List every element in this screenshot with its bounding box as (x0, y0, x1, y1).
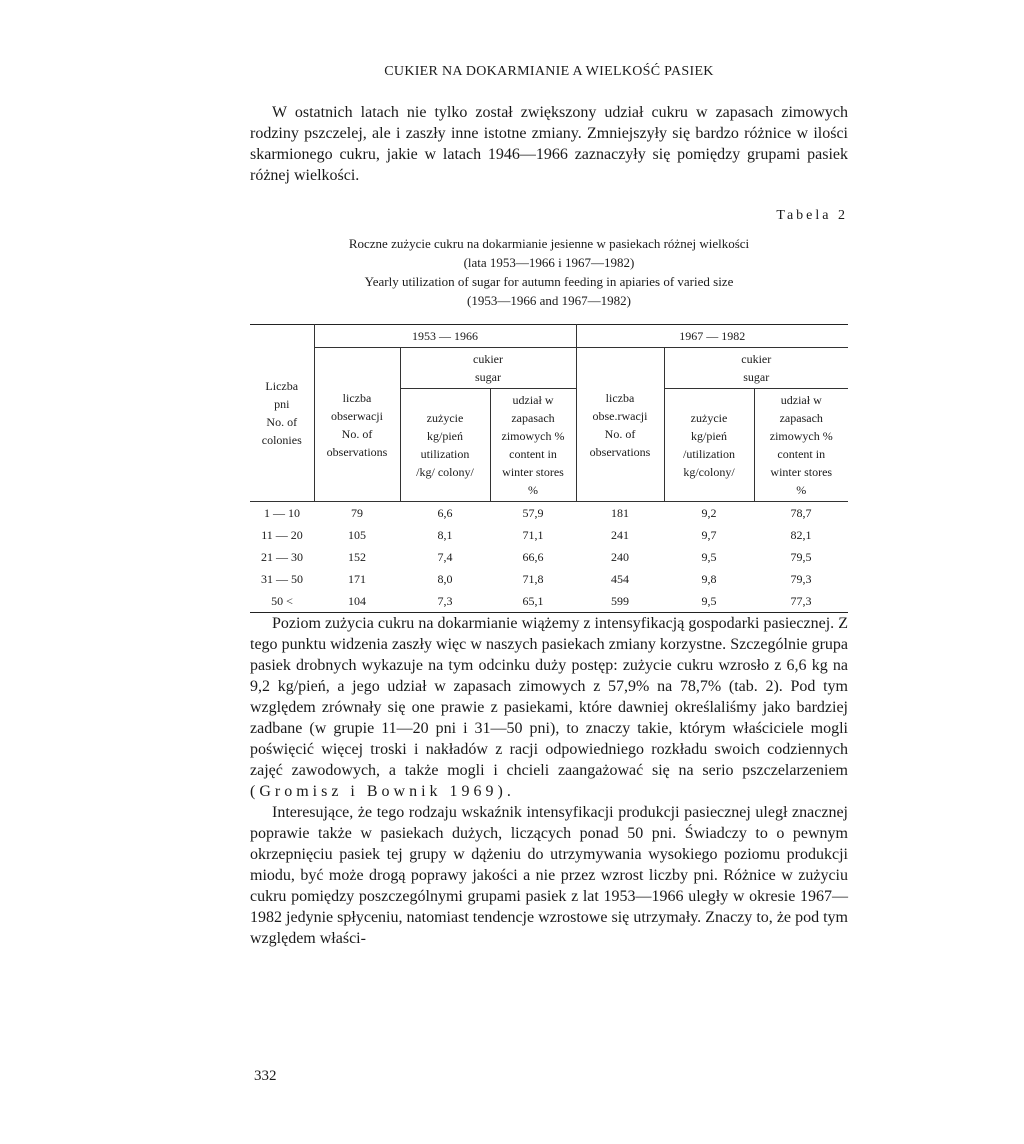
header-colonies: Liczba pni No. of colonies (261, 379, 302, 447)
header-observations-1: liczba obserwacji No. of observations (314, 348, 400, 502)
caption-polish-line-1: Roczne zużycie cukru na dokarmianie jesienne w pasiekach różnej wielkości (348, 236, 750, 251)
running-head: CUKIER NA DOKARMIANIE A WIELKOŚĆ PASIEK (384, 64, 714, 79)
sugar-table (250, 324, 848, 613)
intro-paragraph: W ostatnich latach nie tylko został zwiększony udział cukru w zapasach zimowych rodziny pszczelej, ale i zaszły inne istotne zmiany. Zmniejszyły się bardzo różnice w ilości skarmionego cukru, jakie w latach 1946—1966 zaznaczyły się pomiędzy grupami pasiek różnej wielkości. (250, 104, 848, 184)
table-row: 21 — 30 152 7,4 66,6 240 9,5 79,5 (261, 550, 812, 564)
table-row: 11 — 20 105 8,1 71,1 241 9,7 82,1 (261, 528, 812, 542)
caption-english-line-1: Yearly utilization of sugar for autumn feeding in apiaries of varied size (364, 274, 734, 289)
table-row: 31 — 50 171 8,0 71,8 454 9,8 79,3 (261, 572, 812, 586)
paragraph-intensification-text: Poziom zużycia cukru na dokarmianie wiążemy z intensyfikacją gospodarki pasiecznej. Z tego punktu widzenia zaszły więc w naszych pasiekach zmiany korzystne. Szczególnie grupa pasiek drobnych wykazuje na tym odcinku duży postęp: zużycie cukru wzrosło z 6,6 kg na 9,2 kg/pień, a jego udział w zapasach zimowych z 57,9% na 78,7% (tab. 2). Pod tym względem zrównały się one prawie z pasiekami, które dawniej określaliśmy jako bardziej zadbane (w grupie 11—20 pni i 31—50 pni), to znaczy takie, którym właściciele mogli poświęcić więcej troski i nakładów z racji odpowiedniego rozkładu swoich codziennych zajęć zawodowych, a także mogli i chcieli zaangażować się na serio pszczelarzeniem (250, 615, 848, 779)
header-share-1: udział w zapasach zimowych % content in winter stores % (490, 389, 576, 502)
paragraph-large-apiaries: Interesujące, że tego rodzaju wskaźnik intensyfikacji produkcji pasiecznej uległ znacznej poprawie także w pasiekach dużych, liczących ponad 50 pni. Świadczy to o pewnym okrzepnięciu pasiek tej grupy w dążeniu do utrzymywania wysokiego poziomu produkcji miodu, być może drogą poprawy jakości a nie przez wzrost liczby pni. Różnice w zużyciu cukru pomiędzy poszczególnymi grupami pasiek z lat 1953—1966 uległy w okresie 1967—1982 jedynie spłyceniu, natomiast tendencje wzrostowe się utrzymały. Znaczy to, że pod tym względem właści- (250, 804, 848, 947)
table-label: Tabela 2 (776, 208, 848, 223)
table-row: 50 < 104 7,3 65,1 599 9,5 77,3 (250, 590, 848, 613)
page-number: 332 (254, 1068, 277, 1084)
paragraph-intensification (250, 613, 848, 802)
caption-polish (250, 234, 848, 272)
caption-english-line-2: (1953—1966 and 1967—1982) (467, 293, 631, 308)
header-observations-2: liczba obse.rwacji No. of observations (576, 348, 664, 502)
caption-polish-line-2: (lata 1953—1966 i 1967—1982) (463, 255, 635, 270)
header-sugar-2: cukier sugar (664, 348, 848, 389)
caption-english (250, 272, 848, 310)
header-period-1: 1953 — 1966 (314, 325, 576, 348)
page (250, 64, 848, 949)
header-sugar-1: cukier sugar (400, 348, 576, 389)
citation: (Gromisz i Bownik 1969). (250, 783, 515, 800)
header-utilization-1: zużycie kg/pień utilization /kg/ colony/ (400, 389, 490, 502)
header-period-2: 1967 — 1982 (576, 325, 848, 348)
header-utilization-2: zużycie kg/pień /utilization kg/colony/ (664, 389, 754, 502)
table-row: 1 — 10 79 6,6 57,9 181 9,2 78,7 (264, 506, 812, 520)
header-share-2: udział w zapasach zimowych % content in winter stores % (754, 389, 848, 502)
